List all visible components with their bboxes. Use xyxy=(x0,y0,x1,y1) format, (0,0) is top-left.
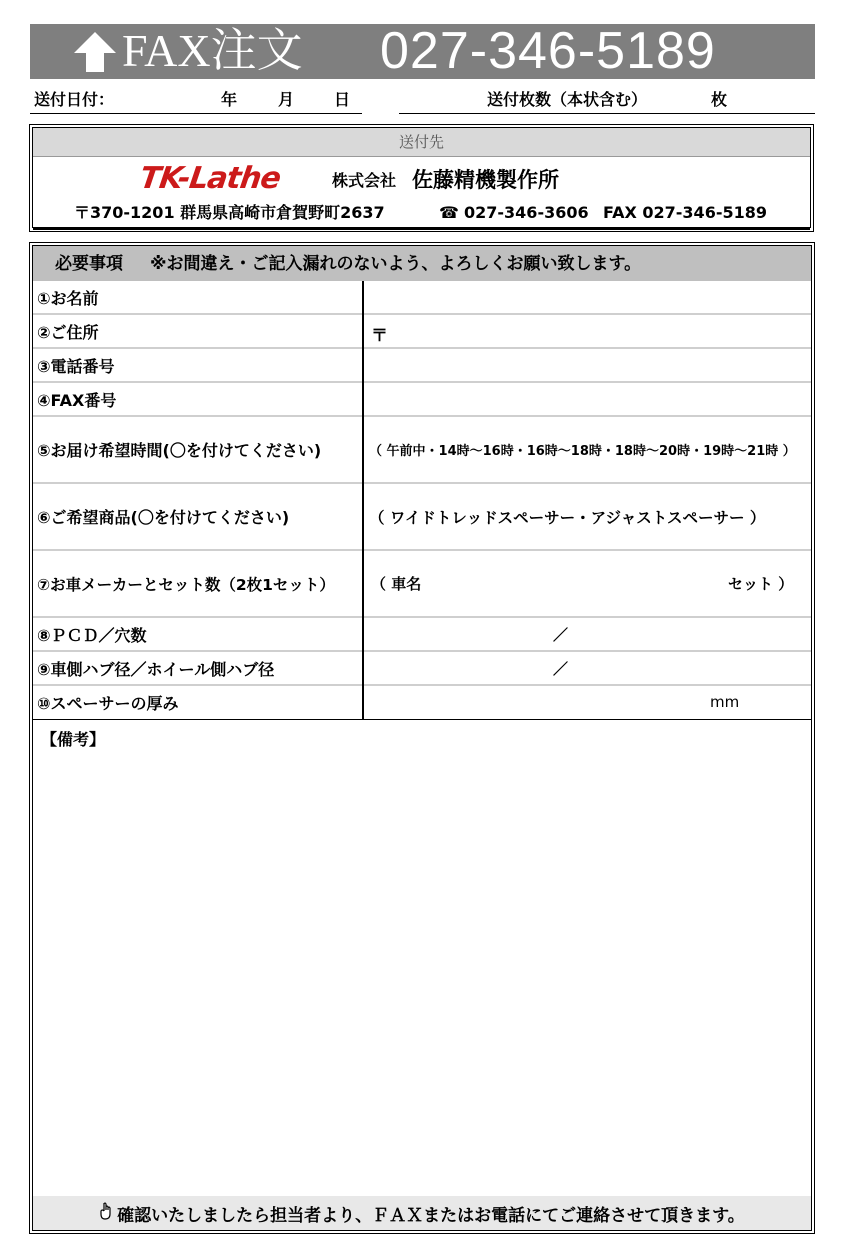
form-heading-bar xyxy=(33,246,811,281)
row-thickness xyxy=(33,686,811,720)
date-underline xyxy=(30,113,362,114)
row-label: ①お名前 xyxy=(37,288,99,308)
footer-text: 確認いたしましたら担当者より、ＦＡＸまたはお電話にてご連絡させて頂きます。 xyxy=(117,1205,745,1226)
order-form xyxy=(29,242,815,1234)
company-name: 佐藤精機製作所 xyxy=(412,168,559,192)
row-car-maker xyxy=(33,551,811,618)
company-fax: FAX 027-346-5189 xyxy=(603,203,767,222)
row-label: ⑩スペーサーの厚み xyxy=(37,694,179,713)
row-label: ⑦お車メーカーとセット数（2枚1セット） xyxy=(37,575,335,594)
product-options: （ ワイドトレッドスペーサー・アジャストスペーサー ） xyxy=(369,509,766,527)
row-product xyxy=(33,484,811,551)
row-hub-diameter xyxy=(33,652,811,686)
year-label: 年 xyxy=(221,90,238,109)
row-label: ⑤お届け希望時間(〇を付けてください) xyxy=(37,441,322,460)
set-count-field: セット ） xyxy=(728,575,794,593)
row-label: ③電話番号 xyxy=(37,356,115,376)
form-notice: ※お間違え・ご記入漏れのないよう、よろしくお願い致します。 xyxy=(150,254,642,274)
company-address: 〒370-1201 群馬県高崎市倉賀野町2637 xyxy=(74,203,385,222)
recipient-heading: 送付先 xyxy=(33,128,810,157)
row-label: ⑨車側ハブ径／ホイール側ハブ径 xyxy=(37,659,275,679)
row-name xyxy=(33,281,811,315)
remarks-label: 【備考】 xyxy=(41,730,106,749)
pages-label: 送付枚数（本状含む） xyxy=(487,90,648,109)
tk-lathe-logo: TK-Lathe xyxy=(137,161,283,196)
hand-point-icon xyxy=(99,1202,113,1225)
pages-unit: 枚 xyxy=(711,90,728,109)
fax-banner xyxy=(30,24,815,79)
company-tel: 027-346-3606 xyxy=(464,203,589,222)
month-label: 月 xyxy=(278,90,295,109)
row-label: ④FAX番号 xyxy=(37,390,117,410)
row-label: ⑥ご希望商品(〇を付けてください) xyxy=(37,508,290,527)
form-footer xyxy=(33,1196,811,1230)
form-heading: 必要事項 xyxy=(55,254,123,274)
send-date-label: 送付日付： xyxy=(34,90,115,109)
delivery-time-options: （ 午前中・14時～16時・16時～18時・18時～20時・19時～21時 ） xyxy=(369,444,796,459)
row-pcd xyxy=(33,618,811,652)
row-fax xyxy=(33,383,811,417)
fax-order-title: FAX注文 xyxy=(122,25,303,76)
day-label: 日 xyxy=(334,90,351,109)
fax-number: 027-346-5189 xyxy=(380,22,716,80)
phone-icon: ☎ xyxy=(439,203,459,222)
thickness-unit: mm xyxy=(710,693,740,711)
company-prefix: 株式会社 xyxy=(332,171,397,190)
row-delivery-time xyxy=(33,417,811,484)
row-label: ⑧ＰＣＤ／穴数 xyxy=(37,625,147,645)
postal-mark: 〒 xyxy=(371,326,388,346)
pcd-separator: ／ xyxy=(553,626,569,644)
hub-separator: ／ xyxy=(553,660,569,678)
up-arrow-icon xyxy=(74,32,116,76)
row-label: ②ご住所 xyxy=(37,322,99,342)
row-address xyxy=(33,315,811,349)
pages-underline xyxy=(399,113,815,114)
car-name-field: （ 車名 xyxy=(371,575,422,593)
row-phone xyxy=(33,349,811,383)
